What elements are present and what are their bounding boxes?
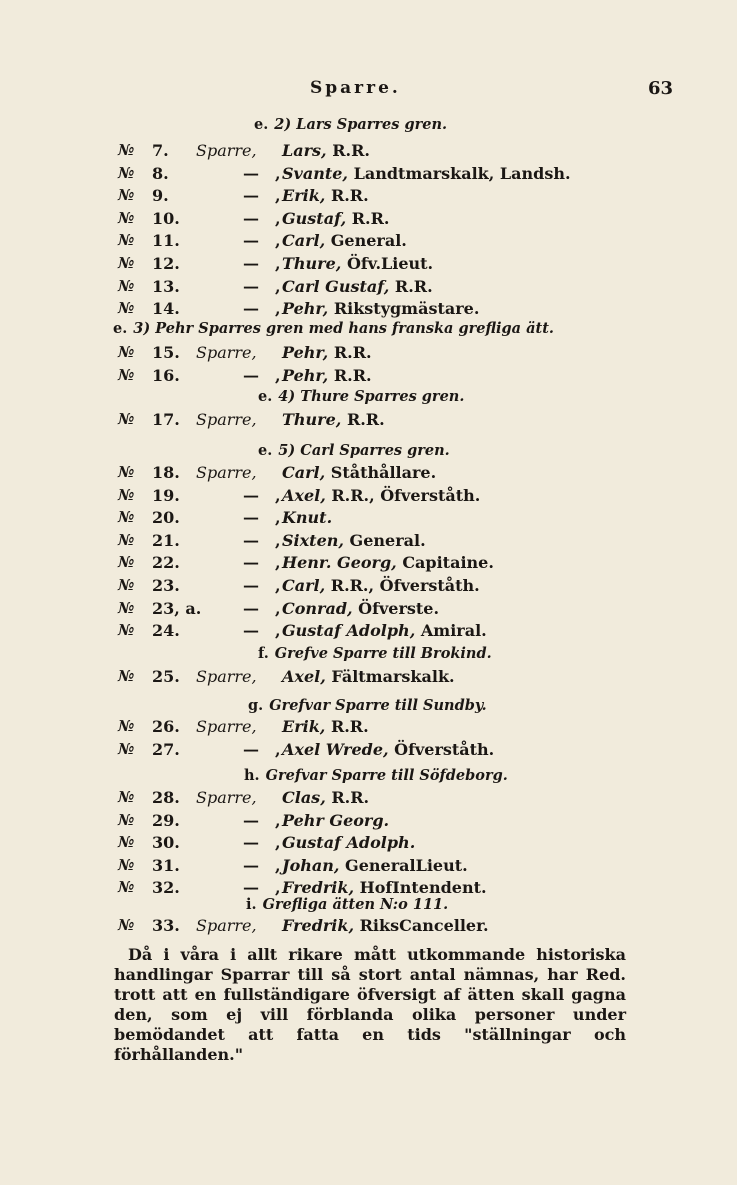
section-letter: e. — [258, 388, 273, 405]
entry-number: 10. — [152, 208, 180, 228]
person-name: Henr. Georg, Capitaine. — [282, 553, 494, 573]
ditto-comma: , — [275, 739, 281, 759]
number-sign: № — [118, 621, 135, 640]
entry-row — [0, 508, 737, 532]
person-title: Rikstygmästare. — [333, 299, 480, 319]
entry-number: 12. — [152, 254, 180, 273]
person-name: Svante, Landtmarskalk, Landsh. — [282, 163, 571, 183]
section-heading — [246, 896, 448, 913]
ditto-dash: — — [243, 553, 259, 573]
person-title: R.R. — [346, 410, 385, 429]
section-letter: g. — [248, 697, 264, 714]
section-title: 3) Pehr Sparres gren med hans franska grefliga ätt. — [133, 320, 554, 337]
person-name: Conrad, Öfverste. — [282, 598, 440, 618]
entry-number: 21. — [152, 530, 180, 550]
person-name: Carl Gustaf, R.R. — [282, 276, 433, 296]
entry-number: 23. — [152, 576, 180, 595]
number-sign: № — [118, 788, 135, 806]
ditto-dash: — — [243, 254, 259, 273]
ditto-comma: , — [275, 485, 281, 505]
section-heading — [254, 116, 447, 133]
ditto-dash: — — [243, 576, 259, 595]
section-heading — [258, 442, 450, 459]
entry-number: 8. — [152, 163, 169, 183]
person-name: Lars, R.R. — [282, 141, 370, 160]
entry-row — [0, 740, 737, 764]
section-title: Grefvar Sparre till Söfdeborg. — [265, 767, 508, 784]
running-title: Sparre. — [310, 78, 401, 98]
ditto-comma: , — [275, 365, 281, 385]
ditto-comma: , — [275, 576, 281, 595]
entry-number: 9. — [152, 186, 169, 206]
entry-row — [0, 231, 737, 255]
entry-number: 20. — [152, 508, 180, 528]
person-name: Pehr, Rikstygmästare. — [282, 299, 480, 319]
person-title: R.R. — [351, 208, 390, 228]
number-sign: № — [118, 141, 135, 159]
person-title: Ståthållare. — [330, 463, 437, 482]
ditto-comma: , — [275, 299, 281, 319]
ditto-dash: — — [243, 163, 259, 183]
number-sign: № — [118, 916, 135, 934]
person-name: Carl, General. — [282, 231, 407, 251]
editorial-note — [114, 945, 626, 1065]
ditto-comma: , — [275, 598, 281, 618]
person-title: Amiral. — [420, 621, 487, 641]
entry-row — [0, 553, 737, 577]
family-name: Sparre, — [196, 788, 257, 807]
person-name: Gustaf Adolph, Amiral. — [282, 621, 487, 641]
entry-row — [0, 576, 737, 600]
ditto-comma: , — [275, 621, 281, 641]
ditto-comma: , — [275, 878, 281, 898]
section-title: 4) Thure Sparres gren. — [278, 388, 465, 405]
number-sign: № — [118, 576, 135, 594]
section-heading — [244, 767, 508, 784]
entry-row — [0, 788, 737, 812]
number-sign: № — [118, 163, 135, 182]
ditto-comma: , — [275, 208, 281, 228]
person-title: R.R. — [330, 717, 369, 736]
number-sign: № — [118, 667, 135, 685]
family-name: Sparre, — [196, 343, 257, 362]
person-title: R.R. — [331, 788, 370, 807]
family-name: Sparre, — [196, 463, 257, 482]
number-sign: № — [118, 530, 135, 549]
person-name: Thure, Öfv.Lieut. — [282, 254, 434, 273]
person-name: Axel, Fältmarskalk. — [282, 667, 455, 686]
family-name: Sparre, — [196, 717, 257, 736]
person-title: R.R., Öfverståth. — [330, 576, 480, 595]
entry-number: 16. — [152, 365, 180, 385]
person-title: R.R. — [330, 186, 369, 206]
person-name: Gustaf, R.R. — [282, 208, 390, 228]
section-heading — [113, 320, 554, 337]
person-name: Axel Wrede, Öfverståth. — [282, 739, 495, 759]
person-name: Gustaf Adolph. — [282, 833, 416, 853]
entry-row — [0, 254, 737, 278]
number-sign: № — [118, 463, 135, 481]
person-name: Johan, GeneralLieut. — [282, 855, 468, 875]
entry-number: 22. — [152, 553, 180, 573]
person-name: Pehr, R.R. — [282, 343, 372, 362]
entry-number: 17. — [152, 410, 180, 429]
person-title: R.R. — [333, 365, 372, 385]
number-sign: № — [118, 855, 135, 874]
ditto-dash: — — [243, 231, 259, 251]
number-sign: № — [118, 485, 135, 504]
section-heading — [258, 645, 492, 662]
section-heading — [258, 388, 464, 405]
person-title: Öfv.Lieut. — [346, 254, 434, 273]
entry-number: 30. — [152, 833, 180, 853]
entry-row — [0, 463, 737, 487]
entry-row — [0, 366, 737, 390]
ditto-dash: — — [243, 508, 259, 528]
ditto-dash: — — [243, 186, 259, 206]
entry-number: 31. — [152, 855, 180, 875]
family-name: Sparre, — [196, 667, 257, 686]
ditto-comma: , — [275, 163, 281, 183]
entry-row — [0, 916, 737, 940]
section-letter: f. — [258, 645, 269, 662]
entry-row — [0, 621, 737, 645]
entry-number: 11. — [152, 231, 180, 251]
family-name: Sparre, — [196, 916, 257, 935]
number-sign: № — [118, 343, 135, 361]
entry-row — [0, 410, 737, 434]
section-letter: i. — [246, 896, 257, 913]
section-title: Grefliga ätten N:o 111. — [262, 896, 449, 913]
entry-row — [0, 811, 737, 835]
number-sign: № — [118, 276, 135, 295]
number-sign: № — [118, 254, 135, 272]
section-title: Grefve Sparre till Brokind. — [274, 645, 492, 662]
entry-row — [0, 164, 737, 188]
ditto-dash: — — [243, 299, 259, 319]
person-name: Sixten, General. — [282, 530, 426, 550]
ditto-comma: , — [275, 186, 281, 206]
person-name: Knut. — [282, 508, 333, 528]
entry-number: 23, a. — [152, 598, 202, 618]
entry-number: 24. — [152, 621, 180, 641]
person-title: Öfverståth. — [394, 739, 495, 759]
entry-number: 18. — [152, 463, 180, 482]
ditto-dash: — — [243, 621, 259, 641]
ditto-comma: , — [275, 530, 281, 550]
section-letter: e. — [254, 116, 269, 133]
family-name: Sparre, — [196, 410, 257, 429]
entry-number: 25. — [152, 667, 180, 686]
entry-number: 14. — [152, 299, 180, 319]
person-title: Öfverste. — [358, 598, 440, 618]
ditto-dash: — — [243, 855, 259, 875]
section-title: Grefvar Sparre till Sundby. — [269, 697, 487, 714]
entry-row — [0, 531, 737, 555]
number-sign: № — [118, 231, 135, 250]
person-name: Carl, Ståthållare. — [282, 463, 437, 482]
section-letter: h. — [244, 767, 260, 784]
ditto-dash: — — [243, 365, 259, 385]
section-letter: e. — [258, 442, 273, 459]
ditto-comma: , — [275, 254, 281, 273]
person-name: Axel, R.R., Öfverståth. — [282, 485, 481, 505]
entry-row — [0, 343, 737, 367]
number-sign: № — [118, 299, 135, 318]
ditto-dash: — — [243, 598, 259, 618]
ditto-dash: — — [243, 485, 259, 505]
number-sign: № — [118, 717, 135, 735]
entry-row — [0, 486, 737, 510]
person-name: Erik, R.R. — [282, 186, 369, 206]
ditto-comma: , — [275, 810, 281, 830]
number-sign: № — [118, 553, 135, 572]
person-name: Fredrik, RiksCanceller. — [282, 916, 489, 935]
person-title: General. — [349, 530, 426, 550]
person-name: Thure, R.R. — [282, 410, 385, 429]
entry-number: 32. — [152, 878, 180, 898]
entry-number: 15. — [152, 343, 180, 362]
person-title: RiksCanceller. — [359, 916, 489, 935]
section-letter: e. — [113, 320, 128, 337]
person-name: Pehr, R.R. — [282, 365, 372, 385]
entry-row — [0, 141, 737, 165]
person-title: R.R. — [394, 276, 433, 296]
person-title: GeneralLieut. — [345, 855, 468, 875]
ditto-dash: — — [243, 208, 259, 228]
number-sign: № — [118, 410, 135, 428]
entry-number: 19. — [152, 485, 180, 505]
number-sign: № — [118, 186, 135, 205]
entry-row — [0, 856, 737, 880]
entry-number: 13. — [152, 276, 180, 296]
family-name: Sparre, — [196, 141, 257, 160]
entry-row — [0, 209, 737, 233]
section-title: 2) Lars Sparres gren. — [274, 116, 448, 133]
number-sign: № — [118, 598, 135, 617]
number-sign: № — [118, 365, 135, 384]
page-number: 63 — [648, 78, 674, 99]
ditto-comma: , — [275, 276, 281, 296]
ditto-dash: — — [243, 810, 259, 830]
ditto-comma: , — [275, 508, 281, 528]
entry-row — [0, 667, 737, 691]
number-sign: № — [118, 833, 135, 852]
person-title: R.R. — [332, 141, 370, 160]
entry-row — [0, 599, 737, 623]
number-sign: № — [118, 810, 135, 829]
entry-number: 28. — [152, 788, 180, 807]
entry-row — [0, 277, 737, 301]
entry-number: 7. — [152, 141, 169, 160]
entry-number: 26. — [152, 717, 180, 736]
number-sign: № — [118, 508, 135, 527]
number-sign: № — [118, 739, 135, 758]
person-name: Carl, R.R., Öfverståth. — [282, 576, 480, 595]
person-title: General. — [330, 231, 407, 251]
ditto-dash: — — [243, 276, 259, 296]
entry-number: 27. — [152, 739, 180, 759]
number-sign: № — [118, 208, 135, 227]
ditto-comma: , — [275, 855, 281, 875]
section-title: 5) Carl Sparres gren. — [278, 442, 450, 459]
ditto-dash: — — [243, 878, 259, 898]
page-header — [0, 78, 737, 102]
ditto-dash: — — [243, 530, 259, 550]
person-name: Clas, R.R. — [282, 788, 370, 807]
number-sign: № — [118, 878, 135, 897]
person-title: Landtmarskalk, Landsh. — [353, 163, 571, 183]
ditto-comma: , — [275, 833, 281, 853]
ditto-dash: — — [243, 833, 259, 853]
ditto-dash: — — [243, 739, 259, 759]
editorial-note-text: Då i våra i allt rikare mått utkommande historiska handlingar Sparrar till så stort antal nämnas, har Red. trott att en fullständigare öfversigt af ätten skall gagna den, som ej vill förblanda olika personer under bemödandet att fatta en tids "ställningar och förhållanden." — [114, 945, 626, 1064]
person-name: Pehr Georg. — [282, 810, 390, 830]
person-name: Fredrik, HofIntendent. — [282, 878, 487, 898]
person-title: HofIntendent. — [359, 878, 487, 898]
entry-number: 33. — [152, 916, 180, 935]
person-title: Fältmarskalk. — [331, 667, 455, 686]
ditto-comma: , — [275, 553, 281, 573]
entry-row — [0, 717, 737, 741]
person-title: R.R., Öfverståth. — [331, 485, 481, 505]
entry-row — [0, 833, 737, 857]
ditto-comma: , — [275, 231, 281, 251]
entry-number: 29. — [152, 810, 180, 830]
section-heading — [248, 697, 487, 714]
person-name: Erik, R.R. — [282, 717, 369, 736]
person-title: R.R. — [333, 343, 372, 362]
entry-row — [0, 186, 737, 210]
person-title: Capitaine. — [402, 553, 494, 573]
